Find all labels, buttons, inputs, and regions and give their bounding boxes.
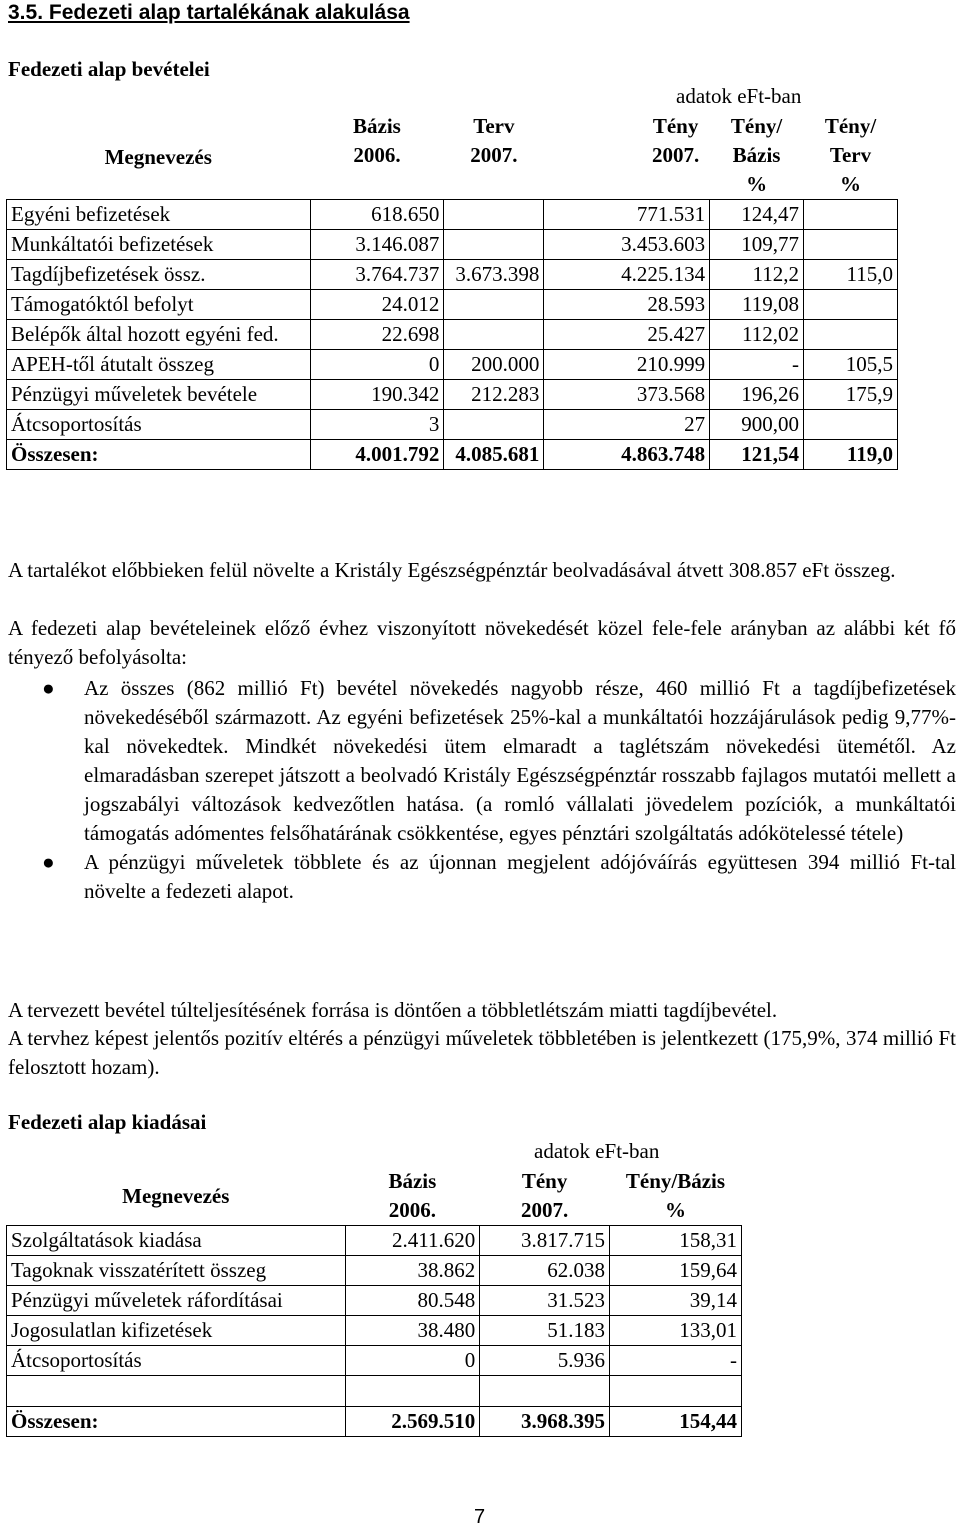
bullet-text: A pénzügyi műveletek többlete és az újonnan megjelent adójóváírás együttesen 394 millió Ft-tal növelte a fedezeti alapot. xyxy=(84,850,956,903)
total-base: 4.001.792 xyxy=(310,440,444,470)
cell-actual: 51.183 xyxy=(480,1316,610,1346)
cell-pct-base: 109,77 xyxy=(710,230,804,260)
cell-pct-base: - xyxy=(710,350,804,380)
cell-pct-plan: 115,0 xyxy=(804,260,898,290)
cell-pct-base: 196,26 xyxy=(710,380,804,410)
income-table xyxy=(6,112,898,470)
cell-base: 3.764.737 xyxy=(310,260,444,290)
cell-pct: 158,31 xyxy=(609,1226,741,1256)
cell-pct: 133,01 xyxy=(609,1316,741,1346)
cell-base: 80.548 xyxy=(345,1286,480,1316)
cell-pct-plan: 105,5 xyxy=(804,350,898,380)
cell-pct-base: 900,00 xyxy=(710,410,804,440)
cell-plan xyxy=(444,410,544,440)
row-label: Átcsoportosítás xyxy=(7,410,311,440)
expense-table xyxy=(6,1167,742,1437)
income-header-plan: Terv 2007. xyxy=(470,114,518,167)
total-base: 2.569.510 xyxy=(345,1407,480,1437)
expense-header-row xyxy=(7,1167,742,1226)
income-header-actual-base-pct: Tény/ Bázis % xyxy=(730,114,783,196)
income-header-base: Bázis 2006. xyxy=(353,114,401,167)
cell-pct-base: 119,08 xyxy=(710,290,804,320)
cell-pct: 39,14 xyxy=(609,1286,741,1316)
table-row xyxy=(7,350,898,380)
row-label: Jogosulatlan kifizetések xyxy=(7,1316,346,1346)
income-header-actual-plan-pct: Tény/ Terv % xyxy=(824,114,877,196)
bullet-icon: ● xyxy=(42,676,55,700)
expense-title: Fedezeti alap kiadásai xyxy=(8,1110,207,1134)
list-item xyxy=(8,674,956,848)
cell-base: 0 xyxy=(310,350,444,380)
total-pct: 154,44 xyxy=(609,1407,741,1437)
table-row xyxy=(7,1226,742,1256)
paragraph-plan-overfulfilment: A tervezett bevétel túlteljesítésének forrása is döntően a többletlétszám miatti tagdíjbevétel. xyxy=(8,998,778,1022)
cell-base: 38.862 xyxy=(345,1256,480,1286)
table-row xyxy=(7,320,898,350)
row-label: Munkáltatói befizetések xyxy=(7,230,311,260)
row-label: Tagoknak visszatérített összeg xyxy=(7,1256,346,1286)
table-row xyxy=(7,1256,742,1286)
row-label: Átcsoportosítás xyxy=(7,1346,346,1376)
list-item xyxy=(8,848,956,906)
total-actual: 4.863.748 xyxy=(544,440,710,470)
table-row xyxy=(7,410,898,440)
spacer-cell xyxy=(480,1376,610,1407)
row-label: Támogatóktól befolyt xyxy=(7,290,311,320)
cell-base: 190.342 xyxy=(310,380,444,410)
cell-actual: 27 xyxy=(544,410,710,440)
expense-total-row xyxy=(7,1407,742,1437)
cell-pct-base: 112,02 xyxy=(710,320,804,350)
total-actual: 3.968.395 xyxy=(480,1407,610,1437)
cell-actual: 4.225.134 xyxy=(544,260,710,290)
total-plan: 4.085.681 xyxy=(444,440,544,470)
total-pct-base: 121,54 xyxy=(710,440,804,470)
cell-actual: 3.453.603 xyxy=(544,230,710,260)
spacer-cell xyxy=(7,1376,346,1407)
cell-pct-plan: 175,9 xyxy=(804,380,898,410)
bullet-text: Az összes (862 millió Ft) bevétel növekedés nagyobb része, 460 millió Ft a tagdíjbefizetések növekedéséből származott. Az egyéni befizetések 25%-kal a munkáltatói hozzájárulások pedig 9,77%-kal növekedtek. Mindkét növekedési ütem elmaradt a taglétszám növekedési ütemétől. Az elmaradásban szerepet játszott a beolvadó Kristály Egészségpénztár rosszabb fajlagos mutatói mellett a jogszabályi változások kedvezőtlen hatása. (a romló vállalati jövedelem pozíciók, a munkáltatói támogatás adómentes felsőhatárának csökkentése, egyes pénztári szolgáltatás adókötelessé tétele) xyxy=(84,676,956,845)
expense-header-name: Megnevezés xyxy=(122,1183,230,1208)
cell-plan xyxy=(444,230,544,260)
cell-actual: 5.936 xyxy=(480,1346,610,1376)
cell-actual: 373.568 xyxy=(544,380,710,410)
factor-list xyxy=(8,674,956,906)
cell-actual: 3.817.715 xyxy=(480,1226,610,1256)
cell-pct: 159,64 xyxy=(609,1256,741,1286)
cell-pct-base: 124,47 xyxy=(710,200,804,230)
income-header-actual: Tény 2007. xyxy=(651,114,700,167)
expense-header-actual: Tény 2007. xyxy=(520,1169,569,1222)
paragraph-reserve-increase: A tartalékot előbbieken felül növelte a Kristály Egészségpénztár beolvadásával átvett 308.857 eFt összeg. xyxy=(8,558,896,582)
cell-actual: 771.531 xyxy=(544,200,710,230)
income-header-name: Megnevezés xyxy=(104,145,212,169)
cell-plan xyxy=(444,320,544,350)
cell-base: 0 xyxy=(345,1346,480,1376)
cell-base: 22.698 xyxy=(310,320,444,350)
cell-base: 2.411.620 xyxy=(345,1226,480,1256)
cell-plan: 200.000 xyxy=(444,350,544,380)
table-row xyxy=(7,290,898,320)
cell-pct: - xyxy=(609,1346,741,1376)
table-row xyxy=(7,380,898,410)
total-pct-plan: 119,0 xyxy=(804,440,898,470)
row-label: Belépők által hozott egyéni fed. xyxy=(7,320,311,350)
table-row xyxy=(7,1346,742,1376)
cell-plan: 3.673.398 xyxy=(444,260,544,290)
cell-pct-base: 112,2 xyxy=(710,260,804,290)
income-title: Fedezeti alap bevételei xyxy=(8,57,210,81)
spacer-cell xyxy=(345,1376,480,1407)
cell-base: 24.012 xyxy=(310,290,444,320)
cell-pct-plan xyxy=(804,290,898,320)
paragraph-income-factors: A fedezeti alap bevételeinek előző évhez viszonyított növekedését közel fele-fele arányban az alábbi két fő tényező befolyásolta: xyxy=(8,616,956,669)
row-label: Pénzügyi műveletek ráfordításai xyxy=(7,1286,346,1316)
cell-actual: 31.523 xyxy=(480,1286,610,1316)
cell-actual: 28.593 xyxy=(544,290,710,320)
cell-base: 3 xyxy=(310,410,444,440)
income-header-row xyxy=(7,112,898,200)
cell-actual: 210.999 xyxy=(544,350,710,380)
cell-base: 618.650 xyxy=(310,200,444,230)
section-title: 3.5. Fedezeti alap tartalékának alakulása xyxy=(8,1,410,24)
row-label: Tagdíjbefizetések össz. xyxy=(7,260,311,290)
bullet-icon: ● xyxy=(42,850,55,874)
total-label: Összesen: xyxy=(7,1407,346,1437)
table-row xyxy=(7,1286,742,1316)
cell-base: 3.146.087 xyxy=(310,230,444,260)
table-row xyxy=(7,200,898,230)
row-label: Pénzügyi műveletek bevétele xyxy=(7,380,311,410)
expense-header-pct: Tény/Bázis % xyxy=(625,1169,726,1222)
cell-pct-plan xyxy=(804,200,898,230)
row-label: Szolgáltatások kiadása xyxy=(7,1226,346,1256)
row-label: Egyéni befizetések xyxy=(7,200,311,230)
table-spacer-row xyxy=(7,1376,742,1407)
expense-unit-note: adatok eFt-ban xyxy=(534,1139,660,1163)
cell-plan xyxy=(444,290,544,320)
cell-plan xyxy=(444,200,544,230)
table-row xyxy=(7,260,898,290)
table-row xyxy=(7,230,898,260)
income-unit-note: adatok eFt-ban xyxy=(676,84,802,108)
cell-base: 38.480 xyxy=(345,1316,480,1346)
cell-pct-plan xyxy=(804,320,898,350)
total-label: Összesen: xyxy=(7,440,311,470)
spacer-cell xyxy=(609,1376,741,1407)
cell-actual: 25.427 xyxy=(544,320,710,350)
cell-actual: 62.038 xyxy=(480,1256,610,1286)
cell-pct-plan xyxy=(804,410,898,440)
row-label: APEH-től átutalt összeg xyxy=(7,350,311,380)
income-total-row xyxy=(7,440,898,470)
paragraph-plan-deviation: A tervhez képest jelentős pozitív eltérés a pénzügyi műveletek többletében is jelentkezett (175,9%, 374 millió Ft felosztott hozam). xyxy=(8,1026,956,1079)
expense-header-base: Bázis 2006. xyxy=(388,1169,437,1222)
page-number: 7 xyxy=(474,1506,486,1528)
cell-pct-plan xyxy=(804,230,898,260)
table-row xyxy=(7,1316,742,1346)
cell-plan: 212.283 xyxy=(444,380,544,410)
